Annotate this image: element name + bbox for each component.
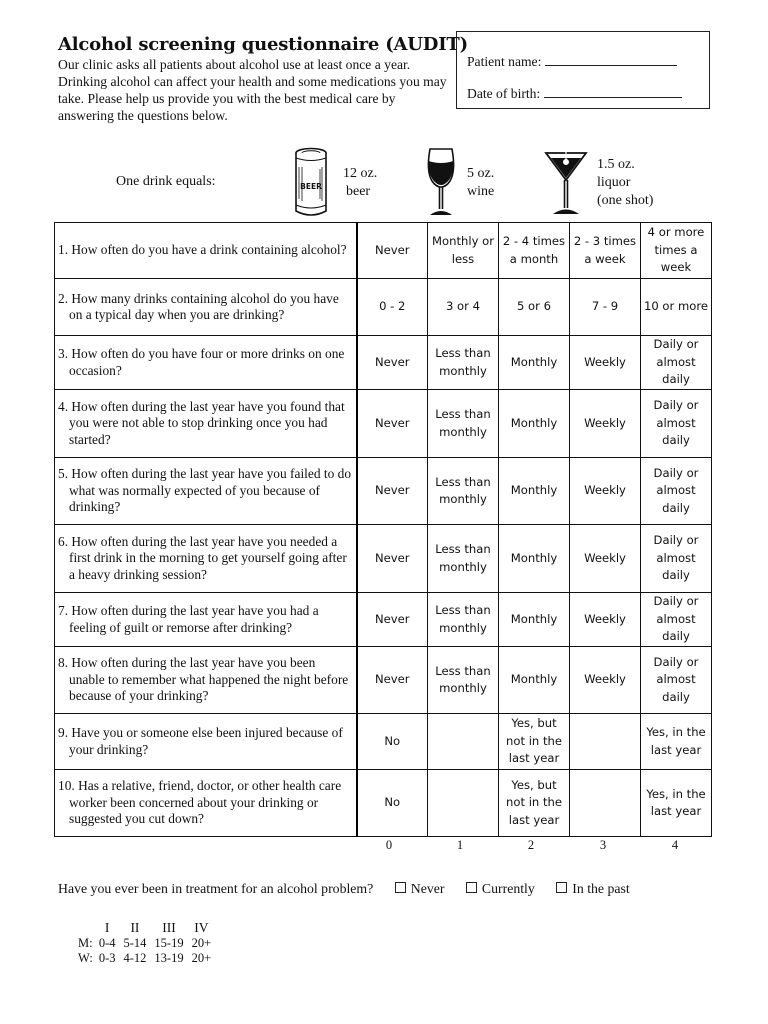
answer-option[interactable]: Weekly — [570, 458, 641, 525]
wine-amount: 5 oz. — [467, 166, 495, 181]
zone-range: 20+ — [191, 935, 212, 950]
answer-option[interactable]: 0 - 2 — [357, 279, 428, 336]
answer-option[interactable]: 3 or 4 — [428, 279, 499, 336]
zone-range: 0-3 — [98, 951, 116, 965]
answer-option[interactable]: Weekly — [570, 647, 641, 714]
zones-men-row — [74, 936, 215, 952]
dob-row — [467, 86, 682, 102]
patient-name-row — [467, 54, 677, 70]
question-row — [55, 390, 712, 458]
checkbox[interactable] — [395, 882, 406, 893]
question-text: 2. How many drinks containing alcohol do you have on a typical day when you are drinking? — [58, 290, 339, 322]
answer-option[interactable]: No — [357, 770, 428, 837]
patient-name-label: Patient name: — [467, 54, 542, 69]
answer-option[interactable]: No — [357, 714, 428, 770]
answer-option[interactable]: Weekly — [570, 593, 641, 647]
question-cell — [55, 714, 357, 770]
answer-option[interactable]: Daily or almost daily — [641, 593, 712, 647]
answer-option[interactable]: Never — [357, 223, 428, 279]
question-cell — [55, 647, 357, 714]
answer-option[interactable]: Yes, but not in the last year — [499, 770, 570, 837]
question-cell — [55, 770, 357, 837]
answer-option[interactable]: Yes, but not in the last year — [499, 714, 570, 770]
wine-name: wine — [467, 184, 495, 199]
answer-option[interactable] — [428, 714, 499, 770]
zone-range: 0-4 — [98, 935, 116, 950]
one-drink-label: One drink equals: — [116, 174, 216, 189]
wine-glass-icon — [424, 147, 458, 224]
checkbox[interactable] — [466, 882, 477, 893]
answer-option[interactable]: Weekly — [570, 336, 641, 390]
score-label: 0 — [385, 838, 393, 852]
score-label: 3 — [599, 838, 607, 852]
answer-option[interactable]: 5 or 6 — [499, 279, 570, 336]
beer-name: beer — [346, 184, 371, 199]
answer-option[interactable]: Yes, in the last year — [641, 714, 712, 770]
question-row — [55, 223, 712, 279]
answer-option[interactable]: Never — [357, 458, 428, 525]
answer-option[interactable]: 4 or more times a week — [641, 223, 712, 279]
question-text: 1. How often do you have a drink containing alcohol? — [58, 242, 347, 258]
intro-paragraph: Our clinic asks all patients about alcohol use at least once a year. Drinking alcohol can affect your health and some medications you may take. Please help us provide you with the best medical care by answering the questions below. — [58, 57, 447, 123]
question-row — [55, 336, 712, 390]
answer-option[interactable]: Less than monthly — [428, 390, 499, 458]
answer-option[interactable]: Monthly — [499, 390, 570, 458]
answer-option[interactable]: Daily or almost daily — [641, 647, 712, 714]
question-row — [55, 593, 712, 647]
question-text: 8. How often during the last year have you been unable to remember what happened the night before because of your drinking? — [58, 655, 349, 704]
zone-range: 5-14 — [123, 935, 147, 950]
answer-option[interactable]: Less than monthly — [428, 593, 499, 647]
answer-option[interactable]: Less than monthly — [428, 336, 499, 390]
beer-label — [343, 165, 377, 201]
score-label: 2 — [527, 838, 535, 852]
question-row — [55, 770, 712, 837]
form-title: Alcohol screening questionnaire (AUDIT) — [58, 34, 468, 55]
answer-option[interactable]: Never — [357, 390, 428, 458]
answer-option[interactable]: Daily or almost daily — [641, 458, 712, 525]
answer-option[interactable]: Daily or almost daily — [641, 336, 712, 390]
question-cell — [55, 223, 357, 279]
answer-option[interactable] — [570, 770, 641, 837]
answer-option[interactable]: Weekly — [570, 525, 641, 593]
men-label: M: — [78, 935, 93, 950]
answer-option[interactable]: Monthly — [499, 593, 570, 647]
beer-can-icon — [293, 147, 329, 224]
answer-option[interactable]: Yes, in the last year — [641, 770, 712, 837]
treatment-question-text: Have you ever been in treatment for an alcohol problem? — [58, 881, 374, 896]
question-cell — [55, 458, 357, 525]
answer-option[interactable]: Monthly or less — [428, 223, 499, 279]
checkbox[interactable] — [556, 882, 567, 893]
patient-info-box — [456, 31, 710, 109]
answer-option[interactable] — [428, 770, 499, 837]
question-cell — [55, 593, 357, 647]
answer-option[interactable]: 10 or more — [641, 279, 712, 336]
patient-name-field[interactable] — [545, 54, 677, 66]
answer-option[interactable]: Daily or almost daily — [641, 390, 712, 458]
question-cell — [55, 336, 357, 390]
question-row — [55, 458, 712, 525]
treatment-option-never[interactable] — [395, 881, 445, 896]
answer-option[interactable]: Never — [357, 525, 428, 593]
answer-option[interactable]: 2 - 4 times a month — [499, 223, 570, 279]
liquor-note: (one shot) — [597, 193, 654, 208]
score-label: 4 — [671, 838, 679, 852]
question-text: 4. How often during the last year have you found that you were not able to stop drinking once you had started? — [58, 398, 345, 447]
question-text: 5. How often during the last year have you failed to do what was normally expected of you because of drinking? — [58, 466, 352, 515]
answer-option[interactable]: Weekly — [570, 390, 641, 458]
question-row — [55, 525, 712, 593]
score-label: 1 — [456, 838, 464, 852]
question-text: 9. Have you or someone else been injured because of your drinking? — [58, 725, 343, 757]
beer-amount: 12 oz. — [343, 166, 378, 181]
treatment-option-currently[interactable] — [466, 881, 535, 896]
dob-label: Date of birth: — [467, 86, 541, 101]
wine-label — [467, 165, 494, 201]
dob-field[interactable] — [544, 86, 682, 98]
answer-option[interactable] — [570, 714, 641, 770]
answer-option[interactable]: Monthly — [499, 647, 570, 714]
option-label: Currently — [481, 881, 535, 896]
answer-option[interactable]: Monthly — [499, 336, 570, 390]
question-cell — [55, 390, 357, 458]
liquor-name: liquor — [597, 175, 631, 190]
answer-option[interactable]: Less than monthly — [428, 458, 499, 525]
zones-header-row — [74, 920, 215, 936]
answer-option[interactable]: Monthly — [499, 458, 570, 525]
answer-option[interactable]: Never — [357, 647, 428, 714]
zones-women-row — [74, 951, 215, 967]
treatment-option-past[interactable] — [556, 881, 629, 896]
question-text: 6. How often during the last year have you needed a first drink in the morning to get yourself going after a heavy drinking session? — [58, 533, 347, 582]
liquor-label — [597, 156, 653, 210]
treatment-question — [58, 881, 630, 897]
question-text: 3. How often do you have four or more drinks on one occasion? — [58, 346, 345, 378]
women-label: W: — [78, 951, 93, 965]
question-row — [55, 647, 712, 714]
question-text: 10. Has a relative, friend, doctor, or other health care worker been concerned about your drinking or suggested you cut down? — [58, 778, 342, 827]
question-row — [55, 714, 712, 770]
zone-header: I — [104, 920, 110, 935]
beer-can-text: BEER — [300, 182, 322, 191]
zone-header: II — [130, 920, 140, 935]
question-cell — [55, 279, 357, 336]
zone-range: 20+ — [191, 951, 212, 965]
liquor-amount: 1.5 oz. — [597, 157, 635, 172]
zone-range: 15-19 — [154, 935, 184, 950]
zone-range: 13-19 — [154, 951, 184, 965]
option-label: In the past — [572, 881, 630, 896]
option-label: Never — [410, 881, 445, 896]
question-cell — [55, 525, 357, 593]
question-text: 7. How often during the last year have you had a feeling of guilt or remorse after drinking? — [58, 603, 319, 635]
martini-glass-icon — [544, 150, 588, 221]
score-zones-table — [74, 920, 215, 967]
answer-option[interactable]: Daily or almost daily — [641, 525, 712, 593]
answer-option[interactable]: Never — [357, 593, 428, 647]
question-row — [55, 279, 712, 336]
answer-option[interactable]: Less than monthly — [428, 647, 499, 714]
answer-option[interactable]: Monthly — [499, 525, 570, 593]
answer-option[interactable]: 7 - 9 — [570, 279, 641, 336]
answer-option[interactable]: 2 - 3 times a week — [570, 223, 641, 279]
zone-header: III — [162, 920, 176, 935]
audit-questions-table — [54, 222, 712, 837]
zone-header: IV — [194, 920, 209, 935]
answer-option[interactable]: Never — [357, 336, 428, 390]
answer-option[interactable]: Less than monthly — [428, 525, 499, 593]
zone-range: 4-12 — [123, 951, 147, 965]
